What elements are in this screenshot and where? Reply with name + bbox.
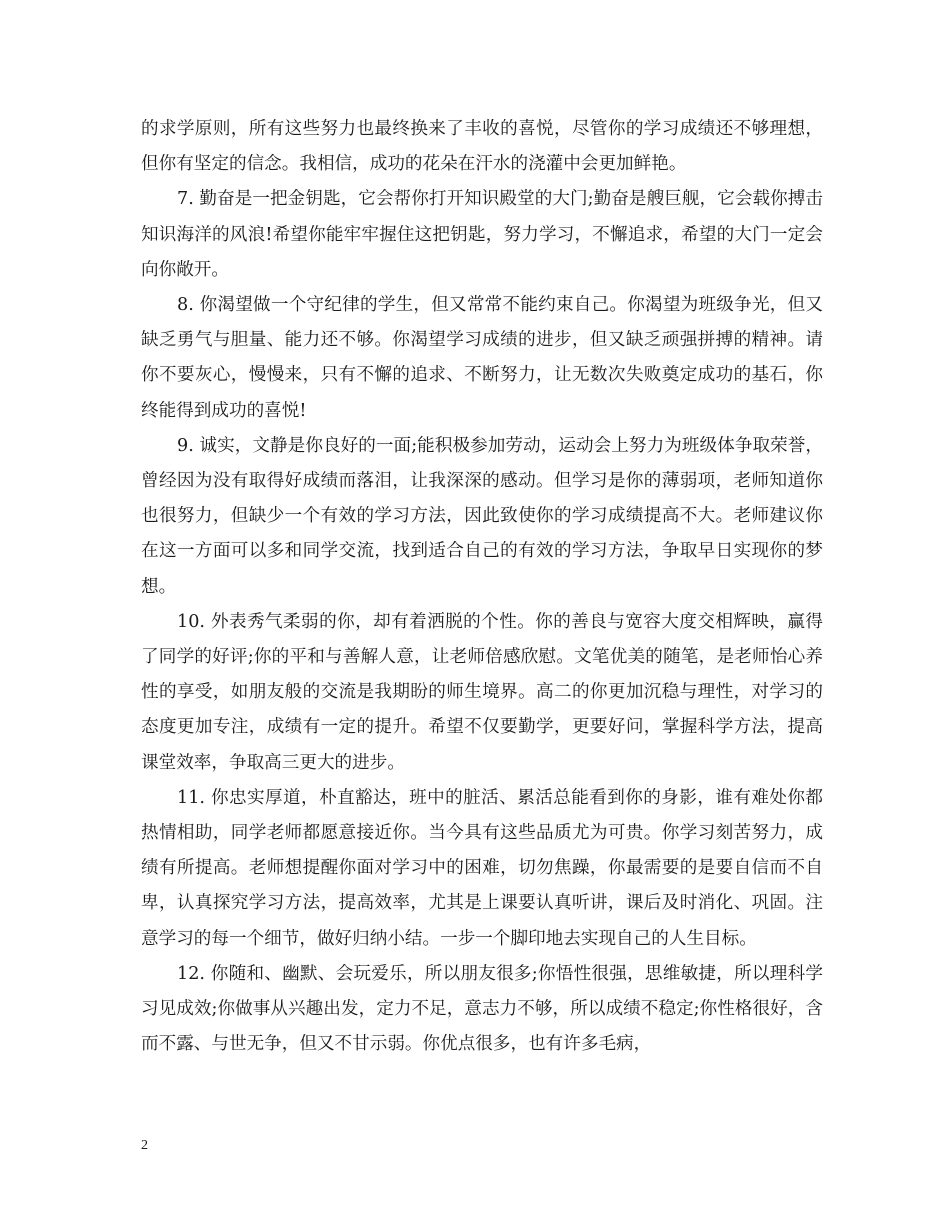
- paragraph-item-8: 8. 你渴望做一个守纪律的学生，但又常常不能约束自己。你渴望为班级争光，但又缺乏勇气与胆量、能力还不够。你渴望学习成绩的进步，但又缺乏顽强拼搏的精神。请你不要灰心，慢慢来，只有不懈的追求、不断努力，让无数次失败奠定成功的基石，你终能得到成功的喜悦!: [141, 295, 823, 421]
- paragraph-item-10: 10. 外表秀气柔弱的你，却有着洒脱的个性。你的善良与宽容大度交相辉映，赢得了同学的好评;你的平和与善解人意，让老师倍感欣慰。文笔优美的随笔，是老师怡心养性的享受，如朋友般的交流是我期盼的师生境界。高二的你更加沉稳与理性，对学习的态度更加专注，成绩有一定的提升。希望不仅要勤学，更要好问，掌握科学方法，提高课堂效率，争取高三更大的进步。: [141, 611, 823, 773]
- paragraph-item-12: 12. 你随和、幽默、会玩爱乐，所以朋友很多;你悟性很强，思维敏捷，所以理科学习见成效;你做事从兴趣出发，定力不足，意志力不够，所以成绩不稳定;你性格很好，含而不露、与世无争，但又不甘示弱。你优点很多，也有许多毛病，: [141, 963, 823, 1055]
- page-number: 2: [141, 1138, 148, 1153]
- paragraph-continuation: 的求学原则，所有这些努力也最终换来了丰收的喜悦，尽管你的学习成绩还不够理想，但你有坚定的信念。我相信，成功的花朵在汗水的浇灌中会更加鲜艳。: [141, 119, 823, 175]
- paragraph-item-11: 11. 你忠实厚道，朴直豁达，班中的脏活、累活总能看到你的身影，谁有难处你都热情相助，同学老师都愿意接近你。当今具有这些品质尤为可贵。你学习刻苦努力，成绩有所提高。老师想提醒你面对学习中的困难，切勿焦躁，你最需要的是要自信而不自卑，认真探究学习方法，提高效率，尤其是上课要认真听讲，课后及时消化、巩固。注意学习的每一个细节，做好归纳小结。一步一个脚印地去实现自己的人生目标。: [141, 787, 823, 949]
- paragraph-item-9: 9. 诚实，文静是你良好的一面;能积极参加劳动，运动会上努力为班级体争取荣誉，曾经因为没有取得好成绩而落泪，让我深深的感动。但学习是你的薄弱项，老师知道你也很努力，但缺少一个有效的学习方法，因此致使你的学习成绩提高不大。老师建议你在这一方面可以多和同学交流，找到适合自己的有效的学习方法，争取早日实现你的梦想。: [141, 435, 823, 597]
- document-body: [141, 112, 823, 1062]
- paragraph-item-7: 7. 勤奋是一把金钥匙，它会帮你打开知识殿堂的大门;勤奋是艘巨舰，它会载你搏击知识海洋的风浪!希望你能牢牢握住这把钥匙，努力学习，不懈追求，希望的大门一定会向你敞开。: [141, 189, 823, 280]
